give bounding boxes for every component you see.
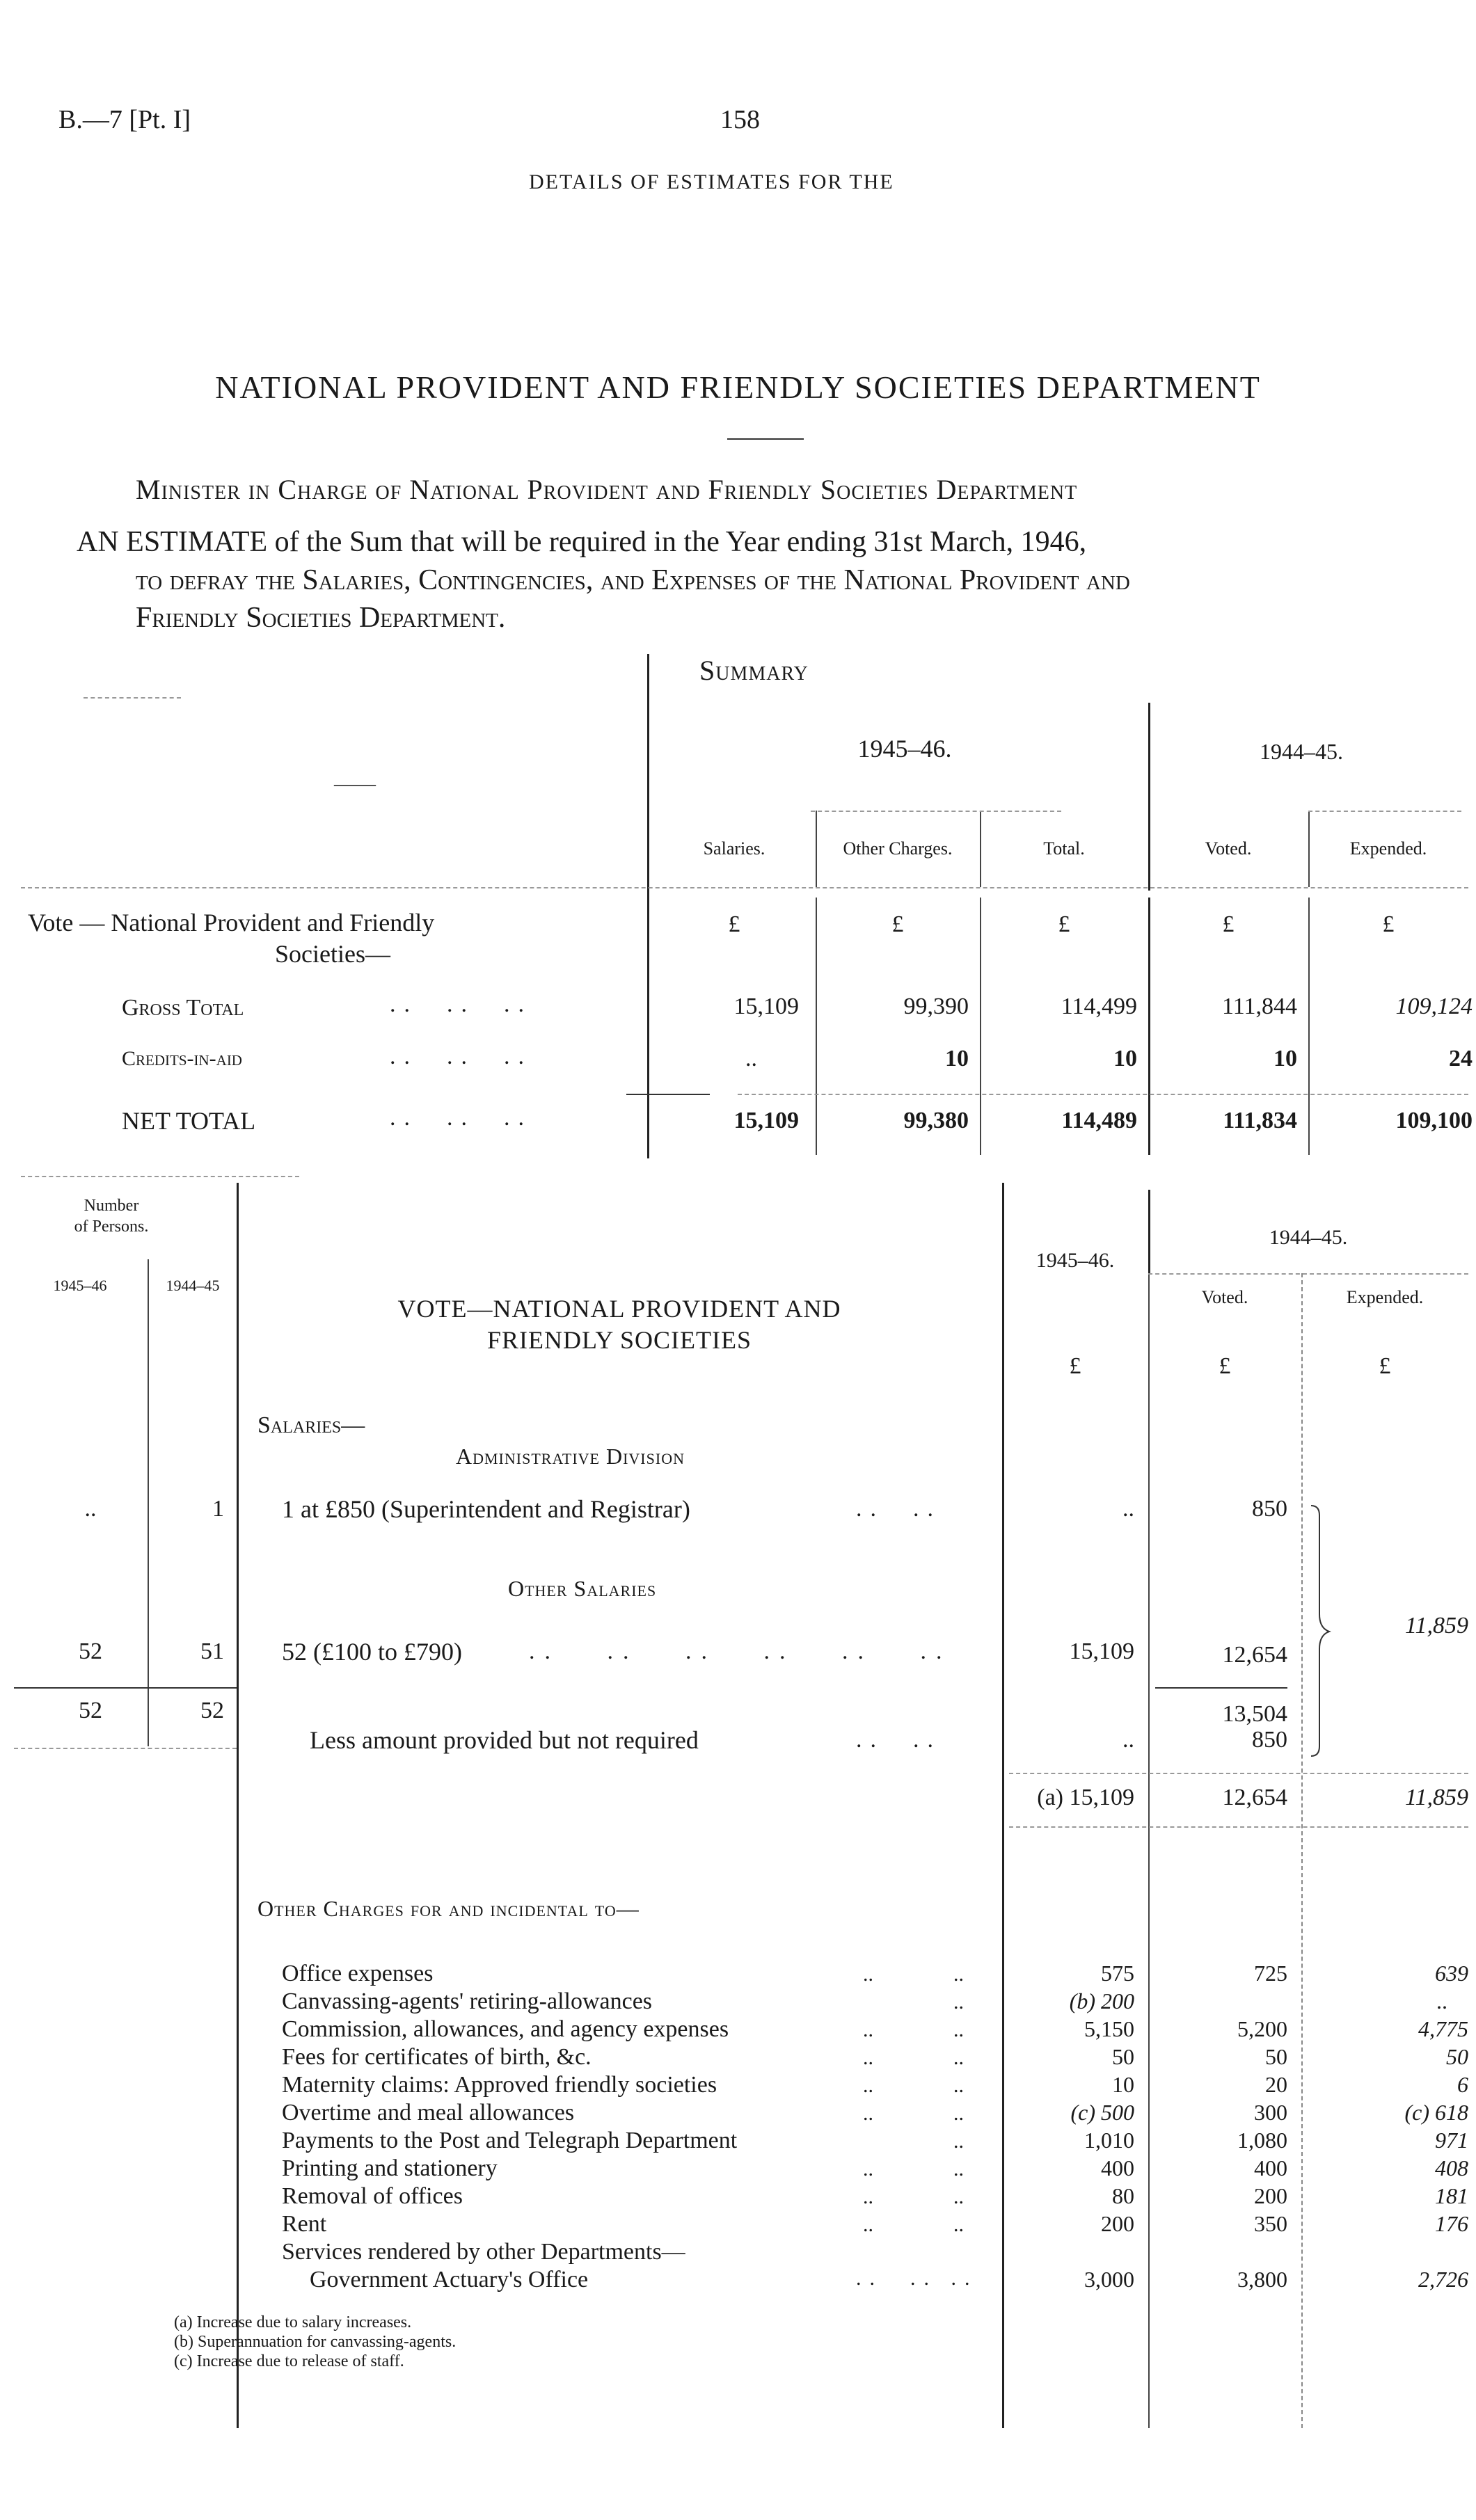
charge-label: Maternity claims: Approved friendly societies	[282, 2072, 717, 2098]
other-salaries-persons-previous: 51	[200, 1638, 224, 1664]
net-expended: 109,100	[1395, 1108, 1473, 1133]
estimate-line-1: AN ESTIMATE of the Sum that will be required in the Year ending 31st March, 1946,	[77, 526, 1087, 558]
estimate-line-2: to defray the Salaries, Contingencies, and Expenses of the National Provident and	[136, 564, 1130, 596]
charge-voted: 300	[1254, 2100, 1287, 2125]
summary-title: Summary	[699, 655, 809, 686]
col-salaries: Salaries.	[703, 838, 765, 859]
persons-year-current: 1945–46	[53, 1277, 107, 1294]
actuary-leaders: .. .. ..	[856, 2267, 978, 2290]
charge-voted: 50	[1265, 2044, 1287, 2069]
charge-label: Canvassing-agents' retiring-allowances	[282, 1988, 653, 2014]
summary-dash: ——	[334, 772, 376, 795]
gross-total: 114,499	[1061, 994, 1137, 1019]
charge-label: Printing and stationery	[282, 2155, 498, 2181]
currency-expended: £	[1382, 911, 1395, 937]
services-label: Services rendered by other Departments—	[282, 2239, 685, 2265]
summary-top-rule	[84, 697, 181, 699]
charge-label: Payments to the Post and Telegraph Department	[282, 2128, 738, 2153]
col-voted: Voted.	[1205, 838, 1252, 859]
col-total: Total.	[1043, 838, 1085, 859]
persons-year-previous: 1944–45	[166, 1277, 220, 1294]
summary-header-rule	[21, 887, 1468, 888]
detail-year-rule	[1148, 1190, 1150, 1273]
charge-current: (c) 500	[1070, 2100, 1134, 2125]
summary-year-current: 1945–46.	[857, 735, 952, 763]
detail-expended-rule	[1301, 1273, 1303, 2428]
salaries-heading: Salaries—	[257, 1412, 365, 1438]
persons-label-1: Number	[84, 1197, 139, 1215]
net-rule-1	[626, 1094, 710, 1095]
credits-expended: 24	[1449, 1046, 1473, 1071]
footnote-a: (a) Increase due to salary increases.	[174, 2313, 412, 2331]
charge-expended: 408	[1435, 2155, 1468, 2180]
charge-current: 80	[1112, 2183, 1134, 2208]
superintendent-text: 1 at £850 (Superintendent and Registrar)	[282, 1495, 690, 1523]
charges-leaders-2: .. .. .. .. .. .. .. ..	[863, 1963, 873, 2236]
charge-expended: 181	[1435, 2183, 1468, 2208]
charge-label: Overtime and meal allowances	[282, 2100, 575, 2126]
charge-voted: 725	[1254, 1961, 1287, 1986]
other-salaries-heading: Other Salaries	[508, 1576, 657, 1601]
charge-current: (b) 200	[1069, 1988, 1134, 2013]
charge-label: Removal of offices	[282, 2183, 463, 2209]
voted-subtotal-rule	[1155, 1687, 1287, 1689]
detail-year-rule-h	[1148, 1273, 1468, 1275]
credits-voted: 10	[1273, 1046, 1297, 1071]
charge-expended: ..	[1436, 1988, 1447, 2013]
charge-voted: 400	[1254, 2155, 1287, 2180]
department-title: NATIONAL PROVIDENT AND FRIENDLY SOCIETIES DEPARTMENT	[215, 369, 1261, 405]
salaries-total-voted: 12,654	[1222, 1785, 1287, 1810]
col-expended: Expended.	[1349, 838, 1427, 859]
charge-current: 10	[1112, 2072, 1134, 2097]
charge-expended: 176	[1435, 2211, 1468, 2236]
credits-leaders: .. .. ..	[390, 1044, 532, 1069]
charge-current: 1,010	[1084, 2128, 1134, 2153]
less-current: ..	[1122, 1727, 1134, 1753]
persons-total-previous: 52	[200, 1698, 224, 1723]
currency-salaries: £	[728, 911, 740, 937]
charge-voted: 1,080	[1237, 2128, 1287, 2153]
less-leaders: .. ..	[856, 1727, 942, 1753]
page-number: 158	[720, 105, 760, 134]
detail-top-rule	[21, 1176, 299, 1177]
charge-label: Office expenses	[282, 1961, 434, 1986]
title-rule	[727, 438, 804, 440]
estimate-line-3: Friendly Societies Department.	[136, 602, 506, 634]
charge-expended: 971	[1435, 2128, 1468, 2153]
credits-other: 10	[945, 1046, 969, 1071]
other-salaries-text: 52 (£100 to £790)	[282, 1638, 462, 1666]
running-title: DETAILS OF ESTIMATES FOR THE	[529, 170, 894, 193]
charge-expended: 50	[1446, 2044, 1468, 2069]
col-other-charges: Other Charges.	[843, 838, 953, 859]
gross-voted: 111,844	[1222, 994, 1297, 1019]
currency-total: £	[1058, 911, 1070, 937]
charge-current: 5,150	[1084, 2016, 1134, 2041]
other-salaries-voted: 12,654	[1222, 1642, 1287, 1668]
other-salaries-persons-current: 52	[79, 1638, 102, 1664]
charge-expended: 6	[1457, 2072, 1468, 2097]
salaries-total-current: (a) 15,109	[1037, 1785, 1134, 1810]
persons-bottom-rule	[14, 1748, 237, 1749]
summary-year-rule-h2	[1308, 811, 1461, 812]
summary-year-previous: 1944–45.	[1260, 739, 1343, 764]
less-text: Less amount provided but not required	[310, 1726, 699, 1754]
superintendent-current: ..	[1122, 1496, 1134, 1522]
summary-year-rule-h	[811, 811, 1061, 812]
net-voted: 111,834	[1223, 1108, 1297, 1133]
charge-label: Commission, allowances, and agency expenses	[282, 2016, 729, 2042]
salaries-total-bottom-rule	[1009, 1826, 1468, 1828]
gross-other: 99,390	[903, 994, 969, 1019]
net-other: 99,380	[903, 1108, 969, 1133]
page-reference: B.—7 [Pt. I]	[58, 105, 191, 134]
summary-year-rule-top	[1148, 703, 1150, 891]
charge-voted: 200	[1254, 2183, 1287, 2208]
net-leaders: .. .. ..	[390, 1105, 532, 1131]
footnote-b: (b) Superannuation for canvassing-agents.	[174, 2333, 457, 2351]
summary-label-rule	[647, 654, 649, 1158]
net-salaries: 15,109	[733, 1108, 799, 1133]
currency-other: £	[891, 911, 904, 937]
persons-total-rule	[14, 1687, 237, 1689]
gross-expended: 109,124	[1395, 994, 1473, 1019]
detail-currency-current: £	[1069, 1353, 1081, 1379]
detail-year-previous: 1944–45.	[1269, 1226, 1348, 1249]
persons-label-2: of Persons.	[74, 1218, 149, 1236]
charge-voted: 350	[1254, 2211, 1287, 2236]
charge-current: 400	[1101, 2155, 1134, 2180]
superintendent-persons-current: ..	[84, 1496, 97, 1522]
actuary-voted: 3,800	[1237, 2267, 1287, 2292]
less-voted: 850	[1252, 1727, 1287, 1753]
other-charges-heading: Other Charges for and incidental to—	[257, 1896, 640, 1921]
detail-currency-voted: £	[1219, 1353, 1231, 1379]
other-salaries-leaders: .. .. .. .. .. ..	[529, 1638, 952, 1664]
charge-expended: (c) 618	[1404, 2100, 1468, 2125]
summary-vote-label-2: Societies—	[275, 940, 390, 968]
charge-expended: 639	[1435, 1961, 1468, 1986]
superintendent-leaders: .. ..	[856, 1496, 942, 1522]
detail-col-voted: Voted.	[1201, 1287, 1248, 1307]
salaries-total-expended: 11,859	[1405, 1785, 1468, 1810]
charge-label: Rent	[282, 2211, 327, 2237]
detail-currency-expended: £	[1379, 1353, 1391, 1379]
admin-division-heading: Administrative Division	[456, 1444, 685, 1469]
actuary-current: 3,000	[1084, 2267, 1134, 2292]
other-salaries-current: 15,109	[1069, 1638, 1134, 1664]
credits-label: Credits-in-aid	[122, 1047, 242, 1070]
salaries-total-rule	[1009, 1773, 1468, 1774]
voted-subtotal: 13,504	[1222, 1701, 1287, 1727]
gross-leaders: .. .. ..	[390, 991, 532, 1017]
summary-vote-label: Vote — National Provident and Friendly	[28, 909, 435, 936]
gross-salaries: 15,109	[733, 994, 799, 1019]
footnote-c: (c) Increase due to release of staff.	[174, 2352, 404, 2370]
superintendent-persons-previous: 1	[212, 1496, 224, 1522]
actuary-expended: 2,726	[1418, 2267, 1468, 2292]
minister-line: Minister in Charge of National Provident and Friendly Societies Department	[136, 474, 1078, 505]
charge-voted: 20	[1265, 2072, 1287, 2097]
detail-voted-rule	[1148, 1273, 1150, 2428]
persons-rule	[237, 1183, 239, 2428]
net-total-label: NET TOTAL	[122, 1107, 256, 1135]
charge-label: Fees for certificates of birth, &c.	[282, 2044, 592, 2070]
detail-col-expended: Expended.	[1346, 1287, 1424, 1307]
currency-voted: £	[1222, 911, 1235, 937]
charge-current: 50	[1112, 2044, 1134, 2069]
charge-voted: 5,200	[1237, 2016, 1287, 2041]
persons-total-current: 52	[79, 1698, 102, 1723]
credits-salaries: ..	[745, 1046, 757, 1071]
charge-current: 575	[1101, 1961, 1134, 1986]
salaries-expended: 11,859	[1405, 1613, 1468, 1638]
superintendent-voted: 850	[1252, 1496, 1287, 1522]
detail-year-current: 1945–46.	[1035, 1249, 1115, 1272]
charge-current: 200	[1101, 2211, 1134, 2236]
charge-expended: 4,775	[1418, 2016, 1468, 2041]
gross-total-label: Gross Total	[122, 995, 244, 1021]
credits-total: 10	[1113, 1046, 1137, 1071]
actuary-label: Government Actuary's Office	[310, 2267, 589, 2292]
vote-title-2: FRIENDLY SOCIETIES	[486, 1326, 752, 1354]
net-total: 114,489	[1061, 1108, 1137, 1133]
net-rule-2	[738, 1094, 1468, 1095]
vote-title-1: VOTE—NATIONAL PROVIDENT AND	[397, 1295, 841, 1323]
charges-leaders: .. .. .. .. .. .. .. .. .. ..	[953, 1963, 964, 2236]
